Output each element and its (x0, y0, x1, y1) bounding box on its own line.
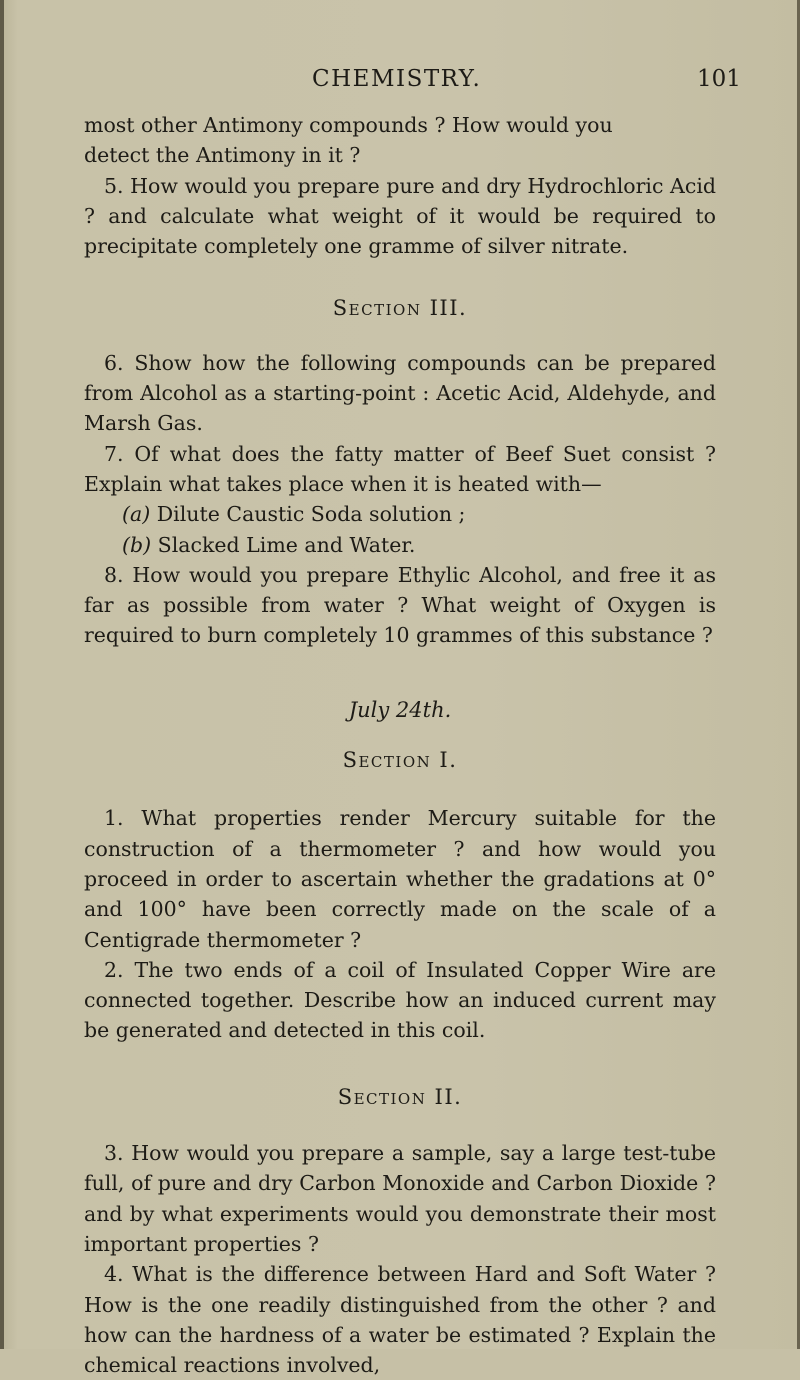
question-7a-text: Dilute Caustic Soda solution ; (156, 502, 466, 527)
question-3: 3. How would you prepare a sample, say a large test-tube full, of pure and dry Carbon Monoxide and Carbon Dioxide ? and by what experiments would you demonstrate their most important properties ? (84, 1141, 716, 1256)
section-i-heading: Section I. (342, 748, 458, 773)
question-4-continuation-line-1: most other Antimony compounds ? How would you (84, 113, 613, 137)
page-left-edge (0, 0, 4, 1349)
question-1: 1. What properties render Mercury suitable for the construction of a thermometer ? and how would you proceed in order to ascertain whether the gradations at 0° and 100° have been correctly made on the scale of a Centigrade thermometer ? (84, 806, 716, 952)
question-7b-label: (b) (122, 532, 152, 557)
question-4-continuation-line-2: detect the Antimony in it ? (84, 143, 361, 168)
question-7b (84, 530, 716, 560)
section-ii-heading: Section II. (337, 1084, 463, 1109)
page-body (84, 110, 716, 1380)
section-iii-heading: Section III. (332, 296, 468, 321)
page-number: 101 (697, 66, 741, 92)
question-7a-label: (a) (122, 502, 151, 527)
question-5: 5. How would you prepare pure and dry Hydrochloric Acid ? and calculate what weight of it would be required to precipitate completely one gramme of silver nitrate. (84, 173, 716, 259)
question-7: 7. Of what does the fatty matter of Beef Suet consist ? Explain what takes place when it is heated with— (84, 441, 716, 496)
question-7a (84, 499, 716, 529)
date-heading: July 24th. (348, 697, 452, 722)
running-head: CHEMISTRY. (312, 66, 482, 92)
question-6: 6. Show how the following compounds can be prepared from Alcohol as a starting-point : Acetic Acid, Aldehyde, and Marsh Gas. (84, 350, 716, 436)
question-4: 4. What is the difference between Hard and Soft Water ? How is the one readily distinguished from the other ? and how can the hardness of a water be estimated ? Explain the chemical reactions involved, (84, 1262, 716, 1378)
question-8: 8. How would you prepare Ethylic Alcohol, and free it as far as possible from water ? What weight of Oxygen is required to burn completely 10 grammes of this substance ? (84, 562, 716, 648)
question-2: 2. The two ends of a coil of Insulated Copper Wire are connected together. Describe how an induced current may be generated and detected in this coil. (84, 957, 716, 1043)
question-7b-text: Slacked Lime and Water. (157, 532, 416, 557)
page-header (0, 66, 800, 106)
